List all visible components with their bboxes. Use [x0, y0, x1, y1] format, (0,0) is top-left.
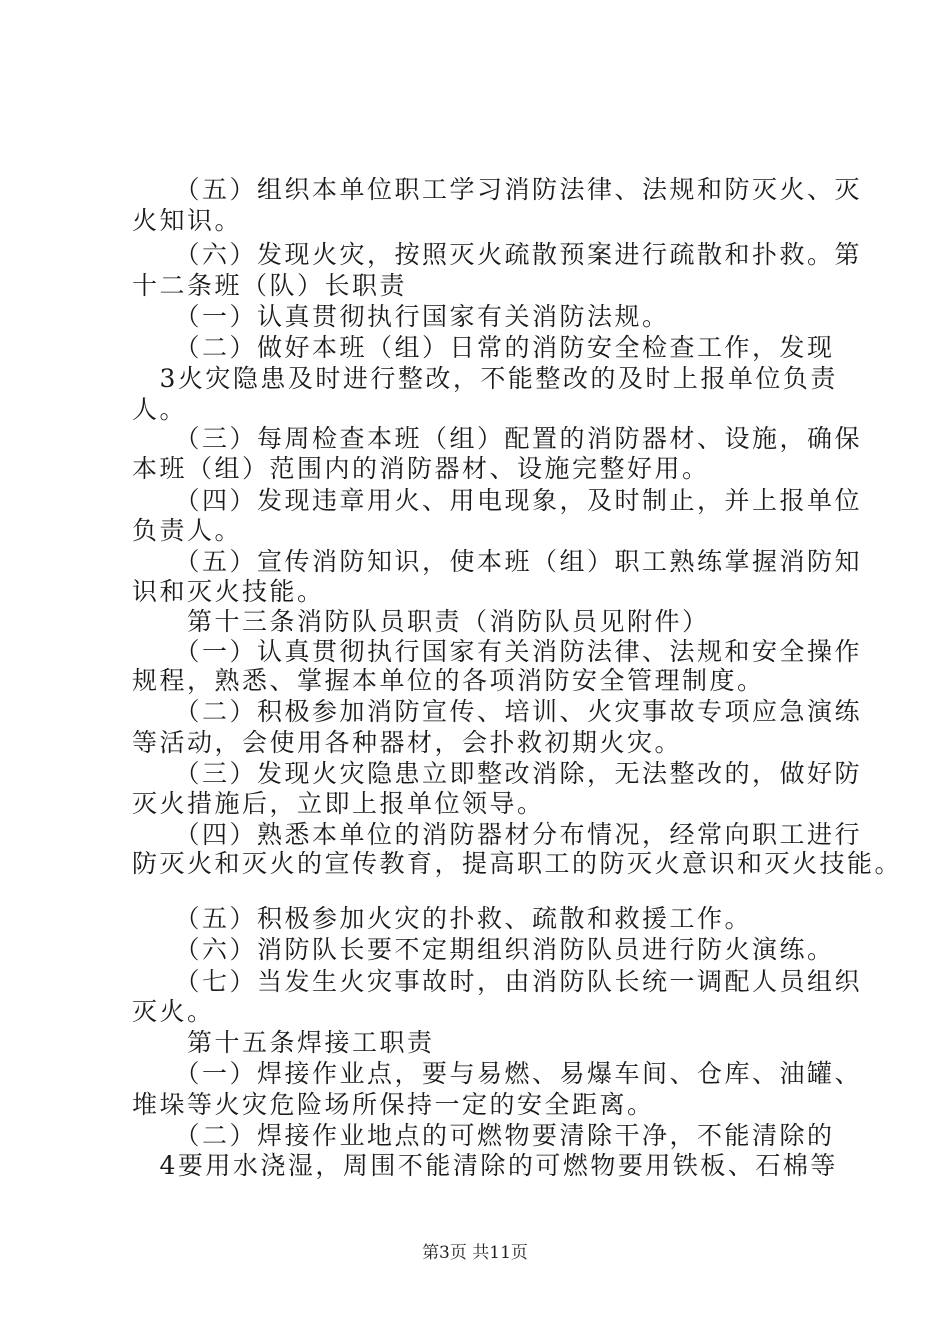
- page-footer: 第3页 共11页: [422, 1243, 528, 1263]
- text-line: （五）积极参加火灾的扑救、疏散和救援工作。: [132, 904, 753, 933]
- text-line: 负责人。: [132, 516, 243, 545]
- text-line: （一）认真贯彻执行国家有关消防法规。: [132, 302, 670, 331]
- text-line: 人。: [132, 395, 188, 424]
- text-line: （三）每周检查本班（组）配置的消防器材、设施，确保: [132, 424, 863, 453]
- text-line: （六）消防队长要不定期组织消防队员进行防火演练。: [132, 935, 835, 964]
- text-line: 火知识。: [132, 206, 243, 235]
- text-line: 等活动，会使用各种器材，会扑救初期火灾。: [132, 728, 683, 757]
- text-line: 第十五条焊接工职责: [132, 1028, 435, 1057]
- text-line: 规程，熟悉、掌握本单位的各项消防安全管理制度。: [132, 666, 765, 695]
- text-line: 第十三条消防队员职责（消防队员见附件）: [132, 607, 710, 636]
- text-line: （五）组织本单位职工学习消防法律、法规和防灭火、灭: [132, 175, 863, 204]
- text-line: 3火灾隐患及时进行整改，不能整改的及时上报单位负责: [132, 364, 838, 393]
- text-line: （二）做好本班（组）日常的消防安全检查工作，发现: [132, 333, 835, 362]
- text-line: 识和灭火技能。: [132, 577, 325, 606]
- text-line: 十二条班（队）长职责: [132, 271, 408, 300]
- text-line: （二）积极参加消防宣传、培训、火灾事故专项应急演练: [132, 697, 863, 726]
- text-line: （一）焊接作业点，要与易燃、易爆车间、仓库、油罐、: [132, 1059, 863, 1088]
- text-line: （四）熟悉本单位的消防器材分布情况，经常向职工进行: [132, 820, 863, 849]
- text-line: 堆垛等火灾危险场所保持一定的安全距离。: [132, 1090, 655, 1119]
- text-line: （五）宣传消防知识，使本班（组）职工熟练掌握消防知: [132, 547, 863, 576]
- text-line: （三）发现火灾隐患立即整改消除，无法整改的，做好防: [132, 759, 863, 788]
- text-line: （一）认真贯彻执行国家有关消防法律、法规和安全操作: [132, 637, 863, 666]
- text-line: 4要用水浇湿，周围不能清除的可燃物要用铁板、石棉等: [132, 1151, 838, 1180]
- text-line: （六）发现火灾，按照灭火疏散预案进行疏散和扑救。第: [132, 240, 863, 269]
- text-line: 防灭火和灭火的宣传教育，提高职工的防灭火意识和灭火技能。: [132, 849, 903, 878]
- text-line: （四）发现违章用火、用电现象，及时制止，并上报单位: [132, 486, 863, 515]
- text-line: （七）当发生火灾事故时，由消防队长统一调配人员组织: [132, 967, 863, 996]
- text-line: 灭火。: [132, 997, 215, 1026]
- text-line: 本班（组）范围内的消防器材、设施完整好用。: [132, 454, 710, 483]
- text-line: （二）焊接作业地点的可燃物要清除干净，不能清除的: [132, 1121, 835, 1150]
- text-line: 灭火措施后，立即上报单位领导。: [132, 789, 545, 818]
